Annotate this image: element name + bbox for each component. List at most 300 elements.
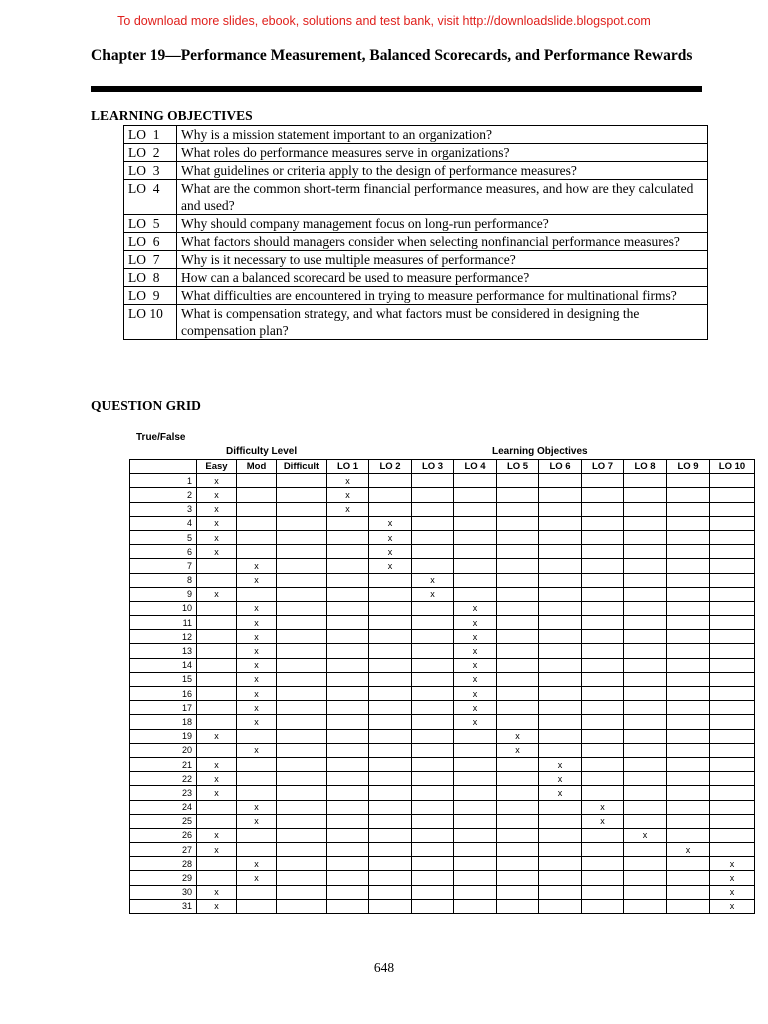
grid-cell — [412, 786, 454, 800]
grid-mark: x — [197, 772, 237, 786]
grid-column-header: Mod — [237, 460, 277, 474]
question-number: 6 — [130, 545, 197, 559]
grid-cell — [710, 658, 755, 672]
grid-cell — [277, 828, 327, 842]
grid-cell — [667, 687, 710, 701]
lo-question: How can a balanced scorecard be used to measure performance? — [177, 269, 708, 287]
grid-cell — [369, 885, 412, 899]
grid-cell — [582, 843, 624, 857]
lo-code: LO 9 — [124, 287, 177, 305]
grid-cell — [277, 729, 327, 743]
grid-mark: x — [197, 502, 237, 516]
lo-question: Why should company management focus on long-run performance? — [177, 215, 708, 233]
grid-column-header: LO 8 — [624, 460, 667, 474]
grid-cell — [667, 871, 710, 885]
grid-cell — [497, 601, 539, 615]
lo-row — [124, 180, 708, 215]
question-number: 3 — [130, 502, 197, 516]
grid-cell — [667, 474, 710, 488]
grid-cell — [539, 701, 582, 715]
grid-row — [130, 828, 755, 842]
question-number: 22 — [130, 772, 197, 786]
chapter-title: Chapter 19—Performance Measurement, Balanced Scorecards, and Performance Rewards — [91, 47, 693, 64]
grid-cell — [327, 828, 369, 842]
grid-cell — [539, 587, 582, 601]
lo-question: Why is it necessary to use multiple measures of performance? — [177, 251, 708, 269]
question-number: 24 — [130, 800, 197, 814]
grid-cell — [539, 630, 582, 644]
grid-cell — [624, 573, 667, 587]
grid-mark: x — [197, 587, 237, 601]
grid-column-header: LO 1 — [327, 460, 369, 474]
grid-column-header — [130, 460, 197, 474]
grid-mark: x — [582, 814, 624, 828]
grid-cell — [582, 530, 624, 544]
title-divider — [91, 86, 702, 92]
grid-cell — [497, 630, 539, 644]
grid-cell — [277, 701, 327, 715]
grid-cell — [454, 587, 497, 601]
lo-row — [124, 126, 708, 144]
grid-cell — [197, 616, 237, 630]
grid-cell — [277, 672, 327, 686]
grid-mark: x — [454, 701, 497, 715]
grid-row — [130, 502, 755, 516]
grid-cell — [624, 743, 667, 757]
grid-cell — [497, 757, 539, 771]
grid-cell — [667, 630, 710, 644]
grid-cell — [327, 814, 369, 828]
grid-cell — [582, 587, 624, 601]
grid-row — [130, 644, 755, 658]
grid-cell — [412, 474, 454, 488]
question-number: 11 — [130, 616, 197, 630]
grid-mark: x — [197, 786, 237, 800]
grid-column-header: Easy — [197, 460, 237, 474]
grid-cell — [454, 800, 497, 814]
grid-cell — [624, 644, 667, 658]
grid-cell — [497, 502, 539, 516]
grid-mark: x — [197, 729, 237, 743]
grid-row — [130, 545, 755, 559]
grid-cell — [539, 828, 582, 842]
grid-mark: x — [539, 757, 582, 771]
grid-cell — [327, 843, 369, 857]
grid-cell — [539, 559, 582, 573]
question-number: 29 — [130, 871, 197, 885]
grid-cell — [412, 772, 454, 786]
grid-cell — [277, 871, 327, 885]
grid-cell — [197, 871, 237, 885]
grid-row — [130, 601, 755, 615]
grid-cell — [667, 899, 710, 913]
grid-cell — [237, 757, 277, 771]
grid-cell — [582, 630, 624, 644]
grid-cell — [369, 658, 412, 672]
lo-question: What roles do performance measures serve in organizations? — [177, 144, 708, 162]
grid-cell — [497, 772, 539, 786]
lo-row — [124, 251, 708, 269]
grid-row — [130, 658, 755, 672]
true-false-label: True/False — [136, 432, 186, 443]
grid-column-header: LO 5 — [497, 460, 539, 474]
grid-cell — [710, 701, 755, 715]
grid-cell — [197, 701, 237, 715]
grid-cell — [454, 559, 497, 573]
grid-cell — [539, 687, 582, 701]
grid-cell — [277, 573, 327, 587]
grid-cell — [582, 786, 624, 800]
grid-cell — [412, 516, 454, 530]
grid-cell — [539, 573, 582, 587]
grid-cell — [624, 871, 667, 885]
grid-row — [130, 715, 755, 729]
grid-mark: x — [237, 658, 277, 672]
grid-cell — [710, 687, 755, 701]
grid-cell — [237, 502, 277, 516]
grid-cell — [710, 800, 755, 814]
grid-mark: x — [237, 857, 277, 871]
grid-cell — [369, 871, 412, 885]
grid-cell — [277, 616, 327, 630]
grid-cell — [197, 658, 237, 672]
grid-cell — [197, 573, 237, 587]
question-number: 9 — [130, 587, 197, 601]
grid-cell — [454, 474, 497, 488]
grid-cell — [582, 644, 624, 658]
grid-cell — [582, 658, 624, 672]
grid-cell — [497, 658, 539, 672]
grid-cell — [369, 715, 412, 729]
grid-cell — [539, 474, 582, 488]
grid-mark: x — [454, 672, 497, 686]
grid-cell — [412, 672, 454, 686]
grid-cell — [369, 687, 412, 701]
grid-cell — [412, 488, 454, 502]
question-number: 21 — [130, 757, 197, 771]
question-number: 16 — [130, 687, 197, 701]
grid-cell — [369, 828, 412, 842]
lo-question: What is compensation strategy, and what factors must be considered in designing the compensation plan? — [177, 305, 708, 340]
question-number: 5 — [130, 530, 197, 544]
grid-cell — [624, 658, 667, 672]
grid-cell — [197, 687, 237, 701]
grid-cell — [667, 729, 710, 743]
question-grid-table — [129, 459, 755, 914]
grid-cell — [327, 857, 369, 871]
grid-cell — [667, 743, 710, 757]
grid-cell — [497, 687, 539, 701]
grid-cell — [624, 502, 667, 516]
grid-column-header: LO 3 — [412, 460, 454, 474]
grid-cell — [667, 772, 710, 786]
grid-cell — [327, 587, 369, 601]
question-number: 17 — [130, 701, 197, 715]
grid-cell — [237, 828, 277, 842]
grid-mark: x — [582, 800, 624, 814]
grid-mark: x — [197, 843, 237, 857]
grid-cell — [497, 786, 539, 800]
grid-cell — [624, 786, 667, 800]
grid-cell — [327, 701, 369, 715]
lo-row — [124, 162, 708, 180]
grid-cell — [412, 559, 454, 573]
question-number: 4 — [130, 516, 197, 530]
grid-cell — [277, 743, 327, 757]
grid-cell — [277, 474, 327, 488]
grid-cell — [667, 828, 710, 842]
grid-cell — [197, 601, 237, 615]
grid-mark: x — [710, 885, 755, 899]
grid-cell — [369, 899, 412, 913]
grid-mark: x — [197, 757, 237, 771]
grid-cell — [497, 843, 539, 857]
grid-cell — [667, 516, 710, 530]
grid-cell — [197, 644, 237, 658]
grid-cell — [197, 743, 237, 757]
grid-cell — [277, 658, 327, 672]
grid-cell — [582, 616, 624, 630]
question-number: 23 — [130, 786, 197, 800]
lo-code: LO 2 — [124, 144, 177, 162]
grid-cell — [327, 715, 369, 729]
grid-cell — [454, 743, 497, 757]
grid-row — [130, 530, 755, 544]
question-number: 13 — [130, 644, 197, 658]
grid-cell — [369, 601, 412, 615]
grid-cell — [454, 757, 497, 771]
grid-cell — [624, 587, 667, 601]
grid-cell — [710, 559, 755, 573]
grid-cell — [412, 701, 454, 715]
grid-cell — [277, 899, 327, 913]
grid-cell — [539, 601, 582, 615]
grid-cell — [497, 644, 539, 658]
grid-mark: x — [369, 516, 412, 530]
grid-cell — [454, 828, 497, 842]
grid-mark: x — [197, 545, 237, 559]
grid-cell — [369, 573, 412, 587]
page-number: 648 — [373, 960, 395, 975]
grid-cell — [277, 488, 327, 502]
grid-cell — [710, 516, 755, 530]
grid-cell — [710, 587, 755, 601]
lo-row — [124, 305, 708, 340]
grid-row — [130, 757, 755, 771]
question-number: 2 — [130, 488, 197, 502]
grid-row — [130, 871, 755, 885]
grid-cell — [710, 502, 755, 516]
grid-mark: x — [454, 616, 497, 630]
grid-cell — [497, 516, 539, 530]
grid-cell — [277, 772, 327, 786]
grid-cell — [237, 772, 277, 786]
grid-cell — [539, 672, 582, 686]
grid-cell — [497, 530, 539, 544]
grid-cell — [710, 772, 755, 786]
grid-row — [130, 899, 755, 913]
grid-cell — [710, 743, 755, 757]
grid-cell — [277, 516, 327, 530]
grid-cell — [624, 899, 667, 913]
question-number: 20 — [130, 743, 197, 757]
grid-cell — [710, 601, 755, 615]
grid-cell — [237, 729, 277, 743]
grid-cell — [582, 474, 624, 488]
grid-cell — [412, 502, 454, 516]
grid-cell — [412, 871, 454, 885]
grid-cell — [454, 502, 497, 516]
download-banner: To download more slides, ebook, solutions and test bank, visit http://downloadslide.blogspot.com — [117, 14, 651, 28]
grid-cell — [454, 786, 497, 800]
grid-cell — [454, 899, 497, 913]
grid-mark: x — [710, 899, 755, 913]
grid-cell — [710, 573, 755, 587]
grid-cell — [277, 587, 327, 601]
grid-cell — [582, 885, 624, 899]
grid-cell — [369, 843, 412, 857]
lo-question: What difficulties are encountered in trying to measure performance for multinational firms? — [177, 287, 708, 305]
grid-cell — [539, 488, 582, 502]
grid-column-header: LO 7 — [582, 460, 624, 474]
grid-cell — [327, 573, 369, 587]
grid-cell — [277, 687, 327, 701]
grid-cell — [237, 488, 277, 502]
lo-code: LO 6 — [124, 233, 177, 251]
grid-mark: x — [412, 573, 454, 587]
grid-cell — [327, 885, 369, 899]
grid-cell — [197, 715, 237, 729]
grid-cell — [327, 658, 369, 672]
grid-cell — [710, 644, 755, 658]
lo-row — [124, 269, 708, 287]
grid-cell — [667, 814, 710, 828]
grid-cell — [624, 530, 667, 544]
grid-cell — [197, 672, 237, 686]
grid-row — [130, 772, 755, 786]
lo-code: LO 3 — [124, 162, 177, 180]
grid-cell — [412, 601, 454, 615]
grid-cell — [277, 757, 327, 771]
grid-cell — [710, 729, 755, 743]
grid-cell — [539, 658, 582, 672]
grid-mark: x — [237, 701, 277, 715]
question-number: 26 — [130, 828, 197, 842]
grid-mark: x — [454, 644, 497, 658]
grid-cell — [277, 786, 327, 800]
grid-cell — [710, 672, 755, 686]
grid-mark: x — [454, 658, 497, 672]
grid-mark: x — [497, 743, 539, 757]
grid-row — [130, 701, 755, 715]
grid-cell — [582, 743, 624, 757]
grid-cell — [327, 601, 369, 615]
grid-cell — [667, 701, 710, 715]
grid-cell — [582, 516, 624, 530]
grid-row — [130, 729, 755, 743]
grid-cell — [667, 800, 710, 814]
grid-cell — [710, 757, 755, 771]
grid-cell — [624, 616, 667, 630]
grid-cell — [582, 757, 624, 771]
grid-cell — [327, 743, 369, 757]
grid-cell — [624, 857, 667, 871]
grid-cell — [412, 857, 454, 871]
grid-cell — [624, 630, 667, 644]
grid-row — [130, 516, 755, 530]
grid-cell — [539, 843, 582, 857]
grid-cell — [369, 800, 412, 814]
grid-mark: x — [369, 545, 412, 559]
grid-cell — [412, 687, 454, 701]
grid-row — [130, 743, 755, 757]
grid-cell — [667, 715, 710, 729]
grid-cell — [369, 729, 412, 743]
question-number: 19 — [130, 729, 197, 743]
grid-cell — [277, 800, 327, 814]
grid-cell — [327, 616, 369, 630]
grid-cell — [412, 828, 454, 842]
grid-cell — [582, 573, 624, 587]
grid-cell — [454, 573, 497, 587]
grid-cell — [369, 488, 412, 502]
grid-mark: x — [412, 587, 454, 601]
grid-cell — [237, 516, 277, 530]
grid-cell — [539, 644, 582, 658]
grid-cell — [369, 701, 412, 715]
question-number: 25 — [130, 814, 197, 828]
grid-mark: x — [197, 516, 237, 530]
grid-cell — [277, 545, 327, 559]
grid-cell — [539, 516, 582, 530]
grid-column-header: LO 10 — [710, 460, 755, 474]
grid-cell — [582, 715, 624, 729]
grid-cell — [667, 573, 710, 587]
grid-cell — [327, 871, 369, 885]
grid-cell — [369, 743, 412, 757]
grid-cell — [412, 715, 454, 729]
question-number: 12 — [130, 630, 197, 644]
grid-mark: x — [327, 502, 369, 516]
grid-cell — [369, 616, 412, 630]
grid-mark: x — [327, 474, 369, 488]
grid-mark: x — [197, 530, 237, 544]
question-number: 14 — [130, 658, 197, 672]
grid-cell — [582, 488, 624, 502]
grid-cell — [539, 899, 582, 913]
lo-question: What factors should managers consider when selecting nonfinancial performance measures? — [177, 233, 708, 251]
grid-cell — [539, 545, 582, 559]
grid-cell — [582, 701, 624, 715]
grid-cell — [454, 545, 497, 559]
grid-cell — [624, 488, 667, 502]
question-grid-heading: QUESTION GRID — [91, 398, 201, 413]
grid-mark: x — [667, 843, 710, 857]
grid-row — [130, 786, 755, 800]
grid-cell — [624, 757, 667, 771]
grid-cell — [412, 743, 454, 757]
grid-cell — [327, 516, 369, 530]
grid-cell — [582, 729, 624, 743]
grid-cell — [237, 786, 277, 800]
question-number: 1 — [130, 474, 197, 488]
grid-mark: x — [710, 857, 755, 871]
grid-cell — [369, 814, 412, 828]
grid-row — [130, 857, 755, 871]
lo-row — [124, 215, 708, 233]
grid-cell — [327, 545, 369, 559]
grid-cell — [624, 701, 667, 715]
